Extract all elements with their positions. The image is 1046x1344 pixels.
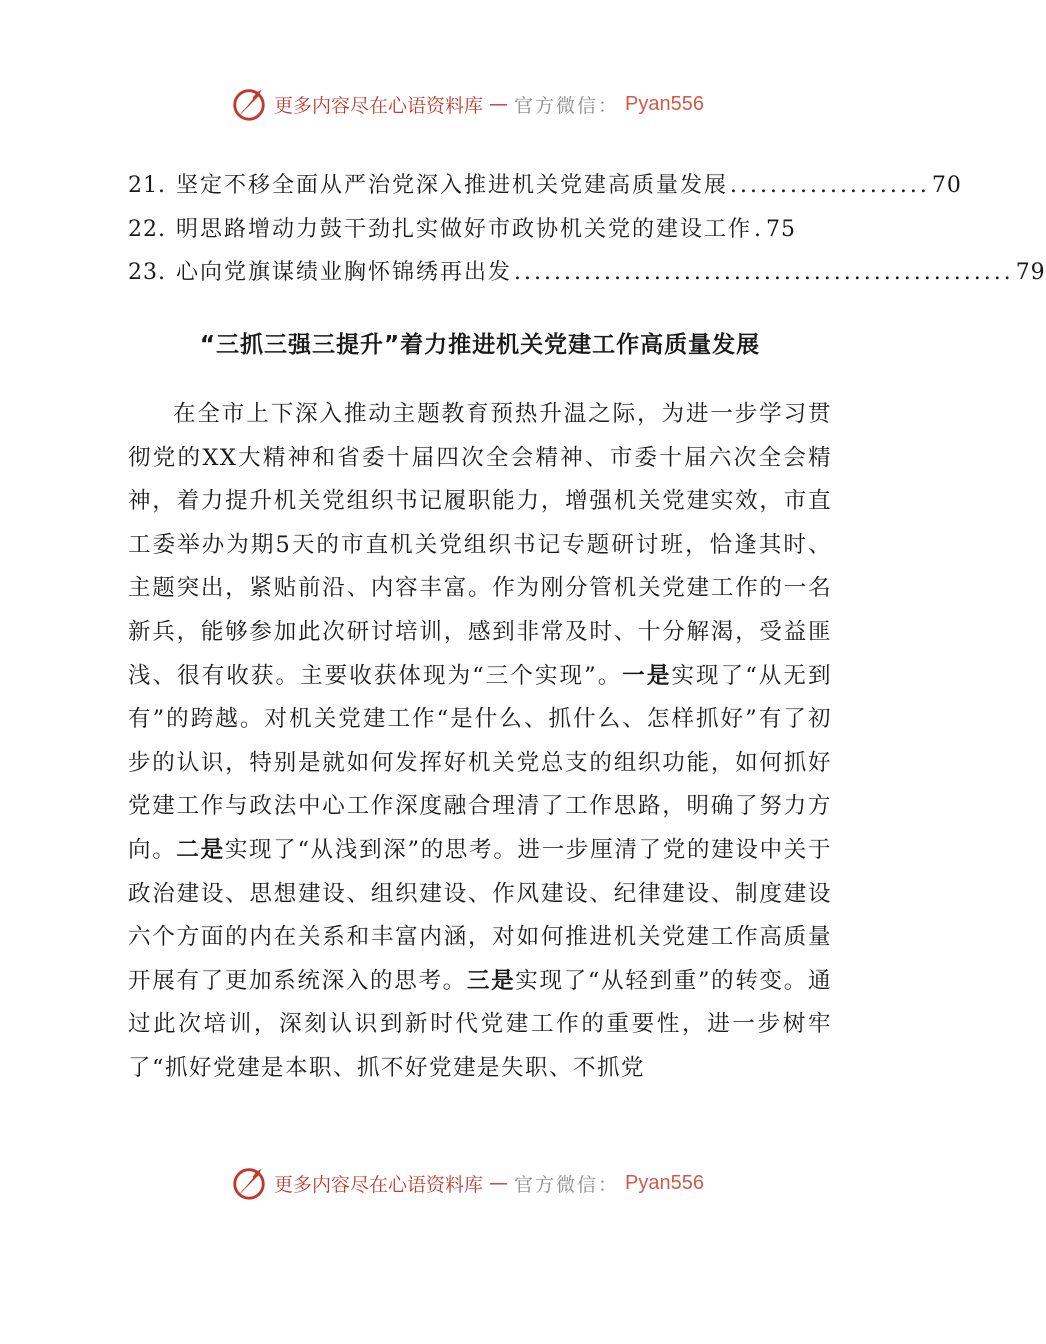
quill-logo-icon	[230, 85, 268, 123]
toc-entry-number: 21.	[128, 173, 166, 198]
toc-entry-page: 75	[766, 216, 797, 242]
table-of-contents	[128, 168, 1046, 299]
quill-logo-icon	[230, 1164, 268, 1202]
watermark-wechat-id: Pyan556	[625, 92, 704, 115]
article-title: “三抓三强三提升”着力推进机关党建工作高质量发展	[199, 332, 761, 358]
point-one-text: 实现了“从无到有”的跨越。对机关党建工作“是什么、抓什么、怎样抓好”有了初步的认识，特别是就如何发挥好机关党总支的组织功能，如何抓好党建工作与政法中心工作深度融合理清了工作思路，明确了努力方向。	[128, 662, 832, 863]
toc-entry[interactable]	[128, 168, 962, 212]
watermark-footer	[230, 1163, 704, 1203]
point-two-text: 实现了“从浅到深”的思考。进一步厘清了党的建设中关于政治建设、思想建设、组织建设、作风建设、纪律建设、制度建设六个方面的内在关系和丰富内涵，对如何推进机关党建工作高质量开展有了更加系统深入的思考。	[128, 836, 832, 994]
toc-entry-number: 22.	[128, 216, 166, 242]
watermark-official-label: 官方微信：	[514, 1173, 620, 1196]
toc-entry-page: 70	[931, 173, 962, 198]
watermark-wechat-id: Pyan556	[625, 1171, 704, 1194]
point-label-two: 二是	[176, 836, 225, 863]
point-label-three: 三是	[466, 967, 516, 994]
watermark-main-text: 更多内容尽在心语资料库	[274, 94, 484, 117]
watermark-official-label: 官方微信：	[514, 94, 620, 117]
toc-entry-title: 心向党旗谋绩业胸怀锦绣再出发	[176, 260, 513, 285]
toc-entry-page: 79	[1015, 260, 1046, 285]
toc-entry[interactable]	[128, 255, 1046, 299]
watermark-main-text: 更多内容尽在心语资料库	[274, 1173, 484, 1196]
article-paragraph	[128, 393, 832, 1091]
toc-leader-dots: ....................	[730, 173, 930, 198]
toc-leader-dots: .	[754, 216, 765, 242]
toc-entry-title: 坚定不移全面从严治党深入推进机关党建高质量发展	[176, 173, 729, 198]
point-three-text: 实现了“从轻到重”的转变。通过此次培训，深刻认识到新时代党建工作的重要性，进一步树牢了“抓好党建是本职、抓不好党建是失职、不抓党	[128, 967, 832, 1081]
paragraph-intro: 在全市上下深入推动主题教育预热升温之际，为进一步学习贯彻党的XX大精神和省委十届四次全会精神、市委十届六次全会精神，着力提升机关党组织书记履职能力，增强机关党建实效，市直工委举办为期5天的市直机关党组织书记专题研讨班，恰逢其时、主题突出，紧贴前沿、内容丰富。作为刚分管机关党建工作的一名新兵，能够参加此次研讨培训，感到非常及时、十分解渴，受益匪浅、很有收获。主要收获体现为“三个实现”。	[128, 401, 832, 689]
toc-entry-title: 明思路增动力鼓干劲扎实做好市政协机关党的建设工作	[176, 216, 753, 242]
watermark-separator: —	[489, 93, 509, 115]
point-label-one: 一是	[622, 662, 672, 689]
watermark-separator: —	[489, 1172, 509, 1194]
toc-leader-dots: ..................................................	[514, 260, 1014, 285]
toc-entry-number: 23.	[128, 260, 166, 285]
watermark-header	[230, 84, 704, 124]
toc-entry[interactable]	[128, 212, 832, 256]
